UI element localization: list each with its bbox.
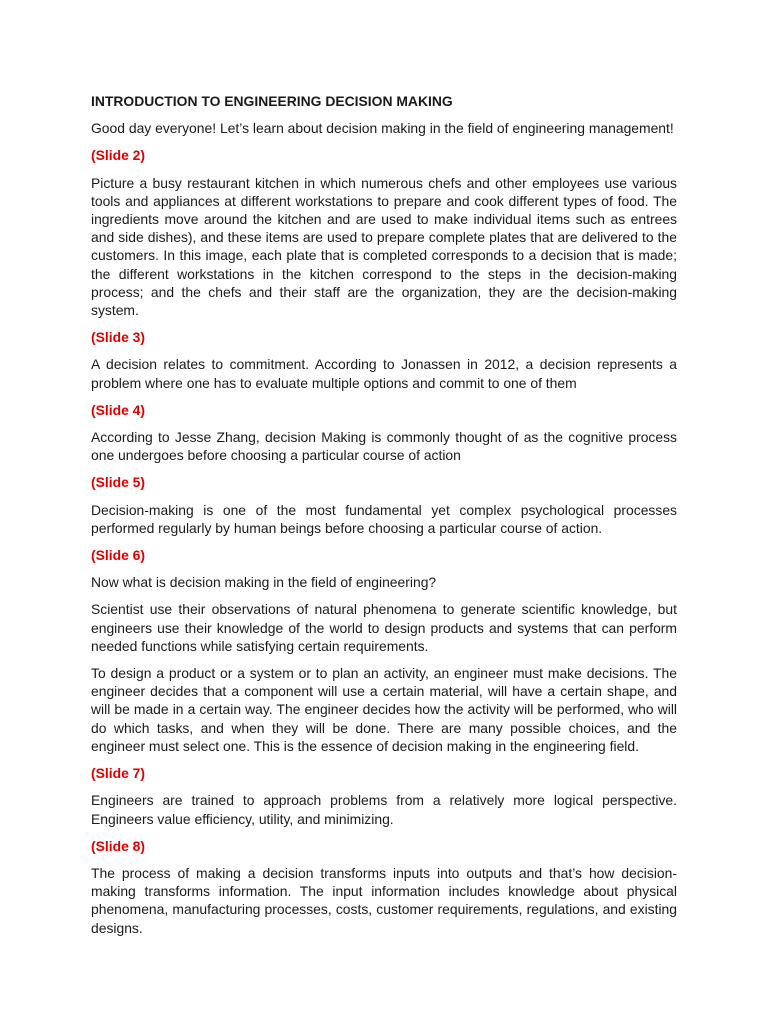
commitment-paragraph: A decision relates to commitment. According to Jonassen in 2012, a decision represents a problem where one has to evaluate multiple options and commit to one of them [91,356,677,391]
scientist-paragraph: Scientist use their observations of natural phenomena to generate scientific knowledge, but engineers use their knowledge of the world to design products and systems that can perform needed functions while satisfying certain requirements. [91,601,677,654]
question-paragraph: Now what is decision making in the field of engineering? [91,574,437,591]
kitchen-paragraph: Picture a busy restaurant kitchen in which numerous chefs and other employees use various tools and appliances at different workstations to prepare and cook different types of food. The ingredients move around the kitchen and are used to make individual items such as entrees and side dishes), and these items are used to prepare complete plates that are delivered to the customers. In this image, each plate that is completed corresponds to a decision that is made; the different workstations in the kitchen correspond to the steps in the decision-making process; and the chefs and their staff are the organization, they are the decision-making system. [91,174,677,319]
slide-8-marker: (Slide 8) [91,837,146,854]
slide-6-marker: (Slide 6) [91,547,146,564]
document-body [91,92,677,946]
intro-paragraph: Good day everyone! Let’s learn about decision making in the field of engineering management! [91,120,674,137]
slide-5-marker: (Slide 5) [91,474,146,491]
slide-2-marker: (Slide 2) [91,147,146,164]
slide-3-marker: (Slide 3) [91,329,146,346]
document-title: INTRODUCTION TO ENGINEERING DECISION MAKING [91,93,453,109]
design-paragraph: To design a product or a system or to plan an activity, an engineer must make decisions. The engineer decides that a component will use a certain material, will have a certain shape, and will be made in a certain way. The engineer decides how the activity will be performed, who will do which tasks, and when they will be done. There are many possible choices, and the engineer must select one. This is the essence of decision making in the engineering field. [91,665,677,754]
trained-paragraph: Engineers are trained to approach problems from a relatively more logical perspective. Engineers value efficiency, utility, and minimizing. [91,792,677,827]
process-paragraph: The process of making a decision transforms inputs into outputs and that’s how decision-making transforms information. The input information includes knowledge about physical phenomena, manufacturing processes, costs, customer requirements, regulations, and existing designs. [91,864,677,936]
fundamental-paragraph: Decision-making is one of the most fundamental yet complex psychological processes performed regularly by human beings before choosing a particular course of action. [91,501,677,536]
zhang-paragraph: According to Jesse Zhang, decision Making is commonly thought of as the cognitive process one undergoes before choosing a particular course of action [91,429,677,464]
slide-7-marker: (Slide 7) [91,765,146,782]
slide-4-marker: (Slide 4) [91,401,146,418]
